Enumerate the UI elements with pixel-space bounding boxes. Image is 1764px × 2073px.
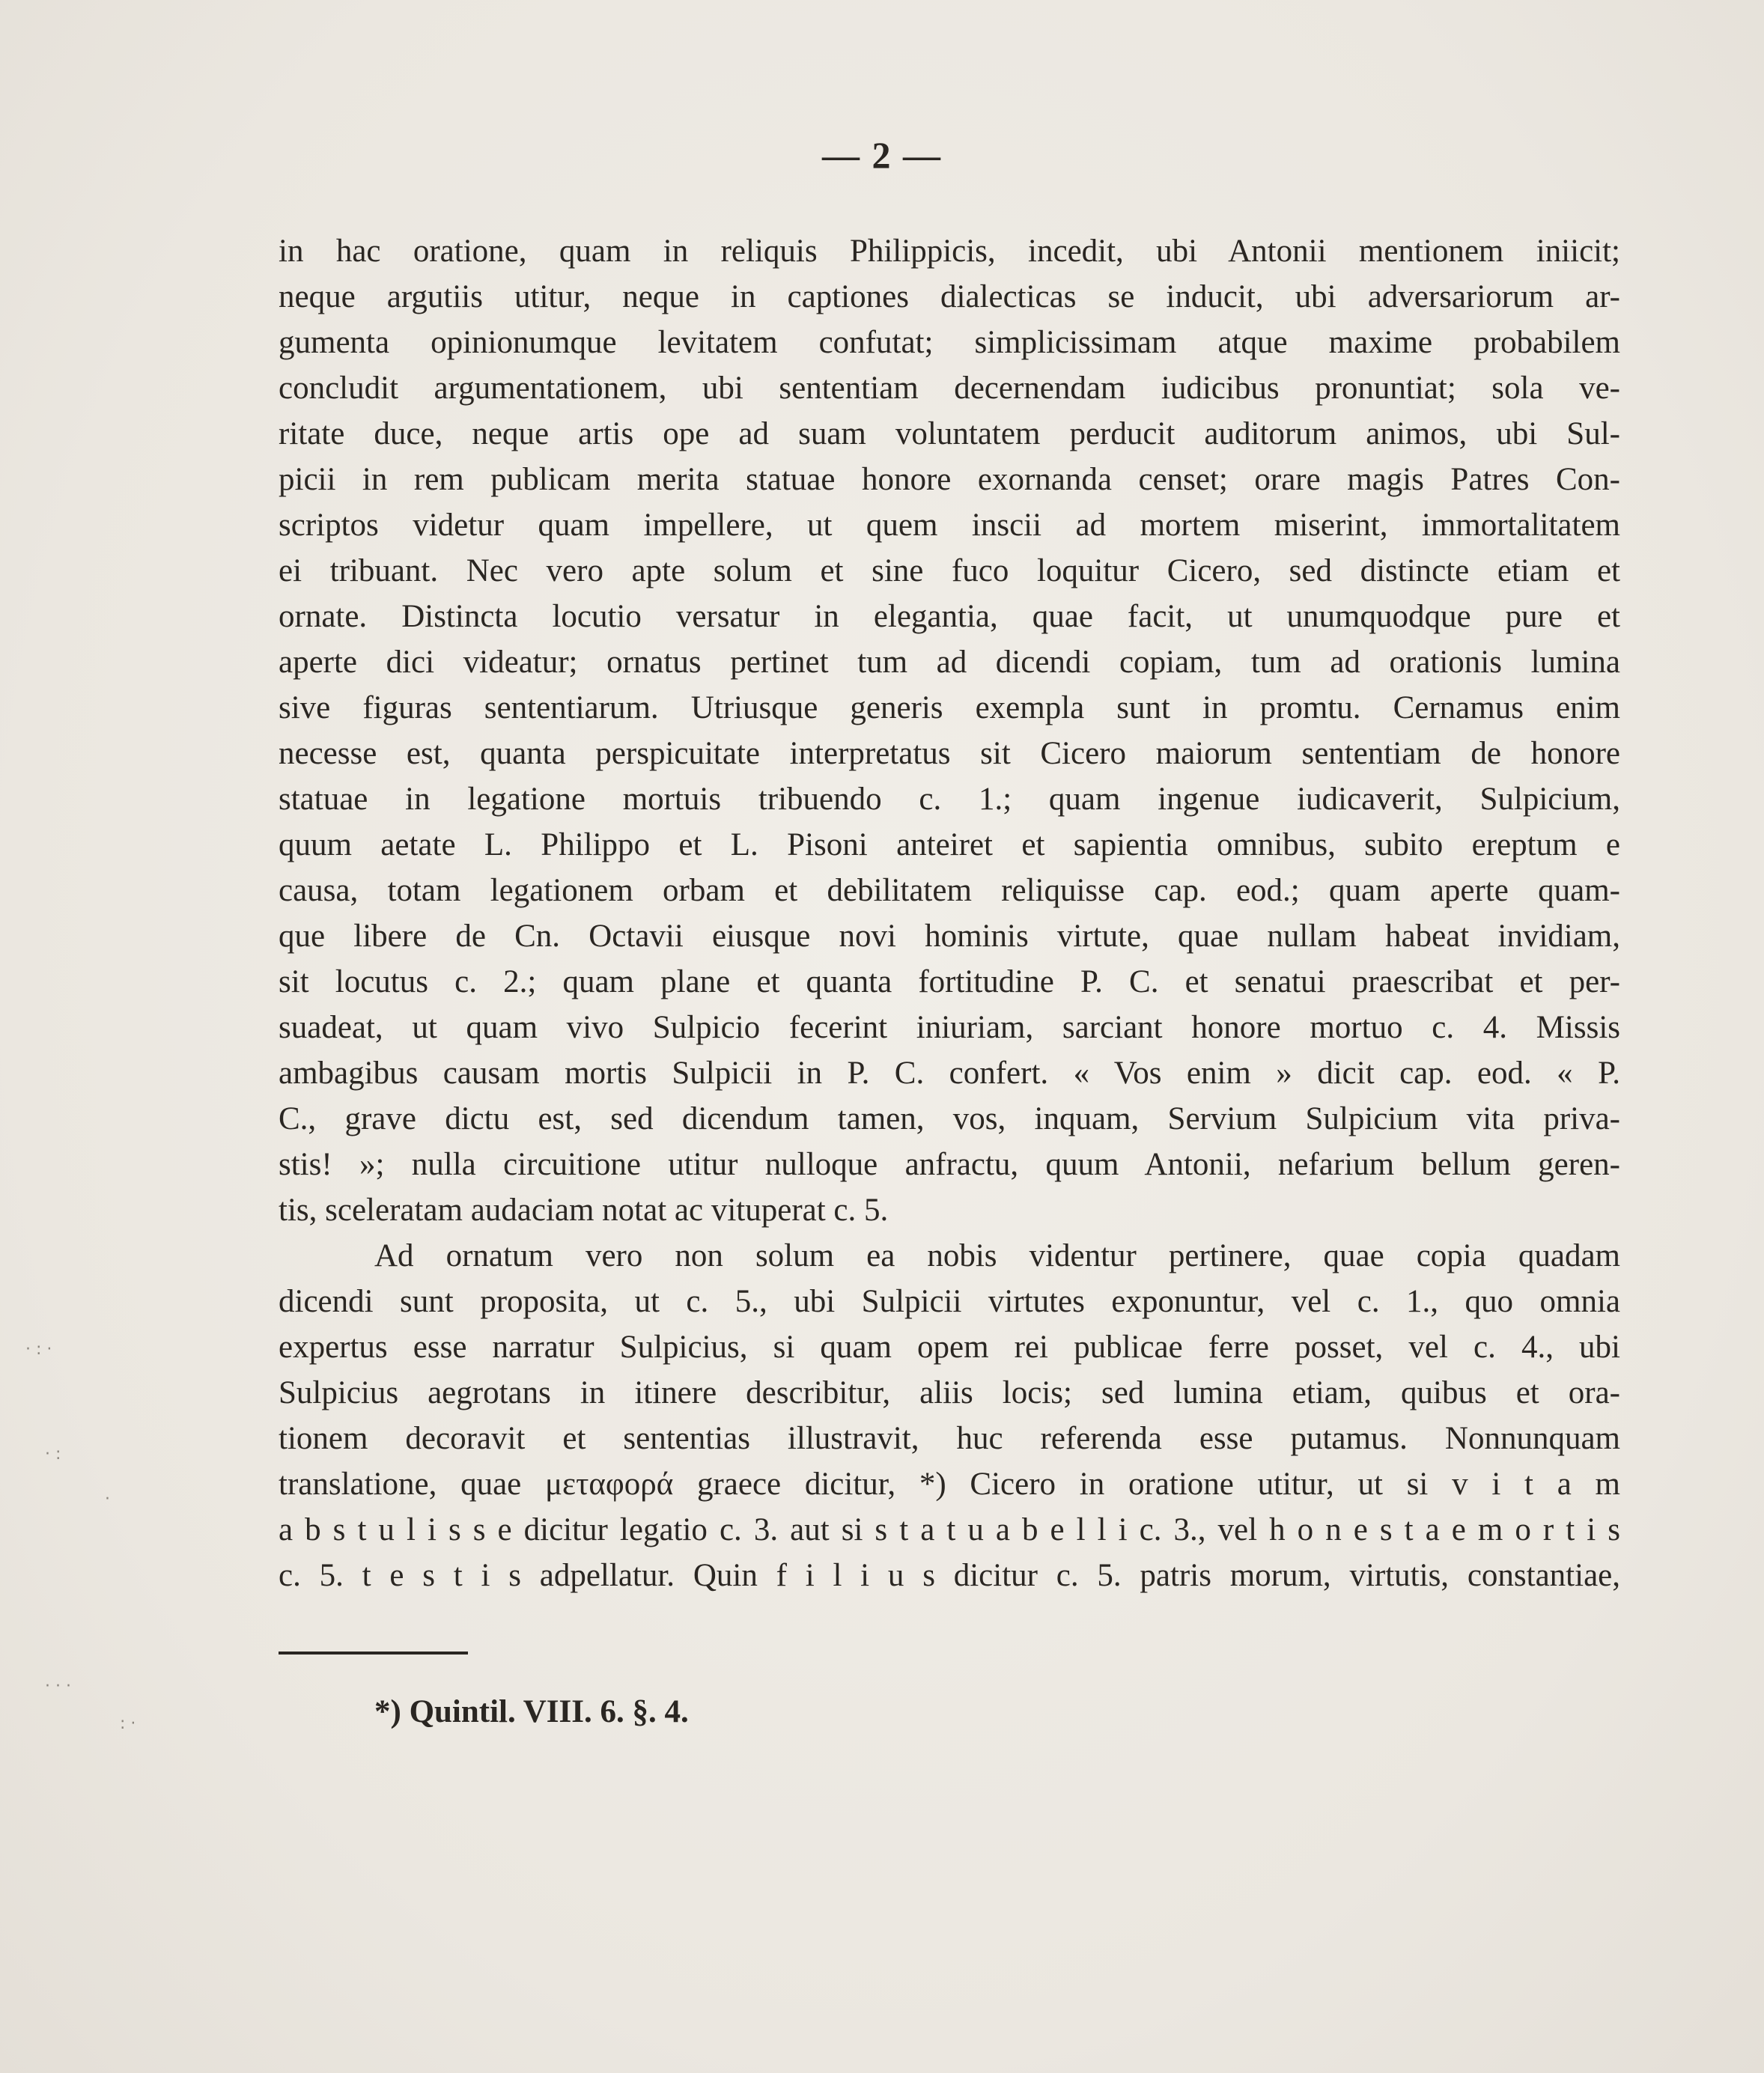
- text-line: gumenta opinionumque levitatem confutat; simplicissimam atque maxime probabilem: [279, 325, 1620, 360]
- text-line: c. 5. t e s t i s adpellatur. Quin f i l i u s dicitur c. 5. patris morum, virtutis, constantiae,: [279, 1558, 1620, 1593]
- text-line: picii in rem publicam merita statuae honore exornanda censet; orare magis Patres Con-: [279, 462, 1620, 497]
- text-line: neque argutiis utitur, neque in captiones dialecticas se inducit, ubi adversariorum ar-: [279, 279, 1620, 314]
- text-line: C., grave dictu est, sed dicendum tamen, vos, inquam, Servium Sulpicium vita priva-: [279, 1101, 1620, 1136]
- margin-speck: ·: [105, 1490, 110, 1509]
- text-line: dicendi sunt proposita, ut c. 5., ubi Sulpicii virtutes exponuntur, vel c. 1., quo omnia: [279, 1284, 1620, 1319]
- text-line: in hac oratione, quam in reliquis Philippicis, incedit, ubi Antonii mentionem iniicit;: [279, 234, 1620, 269]
- text-line: suadeat, ut quam vivo Sulpicio fecerint iniuriam, sarciant honore mortuo c. 4. Missis: [279, 1010, 1620, 1045]
- text-line: causa, totam legationem orbam et debilitatem reliquisse cap. eod.; quam aperte quam-: [279, 873, 1620, 908]
- margin-speck: · :: [45, 1445, 61, 1464]
- text-line: statuae in legatione mortuis tribuendo c. 1.; quam ingenue iudicaverit, Sulpicium,: [279, 782, 1620, 817]
- text-line: ei tribuant. Nec vero apte solum et sine fuco loquitur Cicero, sed distincte etiam et: [279, 553, 1620, 588]
- margin-speck: · · ·: [45, 1677, 71, 1696]
- text-line: Sulpicius aegrotans in itinere describitur, aliis locis; sed lumina etiam, quibus et ora-: [279, 1375, 1620, 1410]
- text-line: a b s t u l i s s e dicitur legatio c. 3. aut si s t a t u a b e l l i c. 3., vel h o n e s t a e m o r t i s: [279, 1512, 1620, 1547]
- text-line: tionem decoravit et sententias illustravit, huc referenda esse putamus. Nonnunquam: [279, 1421, 1620, 1456]
- text-line: concludit argumentationem, ubi sententiam decernendam iudicibus pronuntiat; sola ve-: [279, 371, 1620, 406]
- margin-speck: · : ·: [25, 1340, 52, 1359]
- text-line: sive figuras sententiarum. Utriusque generis exempla sunt in promtu. Cernamus enim: [279, 690, 1620, 725]
- text-line: que libere de Cn. Octavii eiusque novi hominis virtute, quae nullam habeat invidiam,: [279, 919, 1620, 954]
- text-line: scriptos videtur quam impellere, ut quem inscii ad mortem miserint, immortalitatem: [279, 508, 1620, 543]
- text-line: quum aetate L. Philippo et L. Pisoni anteiret et sapientia omnibus, subito ereptum e: [279, 827, 1620, 862]
- page-number: — 2 —: [822, 134, 942, 176]
- text-line: stis! »; nulla circuitione utitur nulloque anfractu, quum Antonii, nefarium bellum geren-: [279, 1147, 1620, 1182]
- footnote-rule: [279, 1652, 468, 1655]
- text-line: ornate. Distincta locutio versatur in elegantia, quae facit, ut unumquodque pure et: [279, 599, 1620, 634]
- text-line: Ad ornatum vero non solum ea nobis videntur pertinere, quae copia quadam: [374, 1238, 1620, 1273]
- text-line: sit locutus c. 2.; quam plane et quanta fortitudine P. C. et senatui praescribat et per-: [279, 964, 1620, 999]
- footnote: *) Quintil. VIII. 6. §. 4.: [374, 1694, 689, 1729]
- text-line: ambagibus causam mortis Sulpicii in P. C. confert. « Vos enim » dicit cap. eod. « P.: [279, 1056, 1620, 1091]
- text-line: necesse est, quanta perspicuitate interpretatus sit Cicero maiorum sententiam de honore: [279, 736, 1620, 771]
- text-line: aperte dici videatur; ornatus pertinet tum ad dicendi copiam, tum ad orationis lumina: [279, 645, 1620, 680]
- text-line: expertus esse narratur Sulpicius, si quam opem rei publicae ferre posset, vel c. 4., ubi: [279, 1330, 1620, 1365]
- body-text: [279, 228, 1620, 1598]
- text-line: tis, sceleratam audaciam notat ac vituperat c. 5.: [279, 1193, 889, 1228]
- text-line: translatione, quae μεταφορά graece dicitur, *) Cicero in oratione utitur, ut si v i t a m: [279, 1467, 1620, 1502]
- text-line: ritate duce, neque artis ope ad suam voluntatem perducit auditorum animos, ubi Sul-: [279, 416, 1620, 451]
- margin-speck: : ·: [120, 1714, 136, 1733]
